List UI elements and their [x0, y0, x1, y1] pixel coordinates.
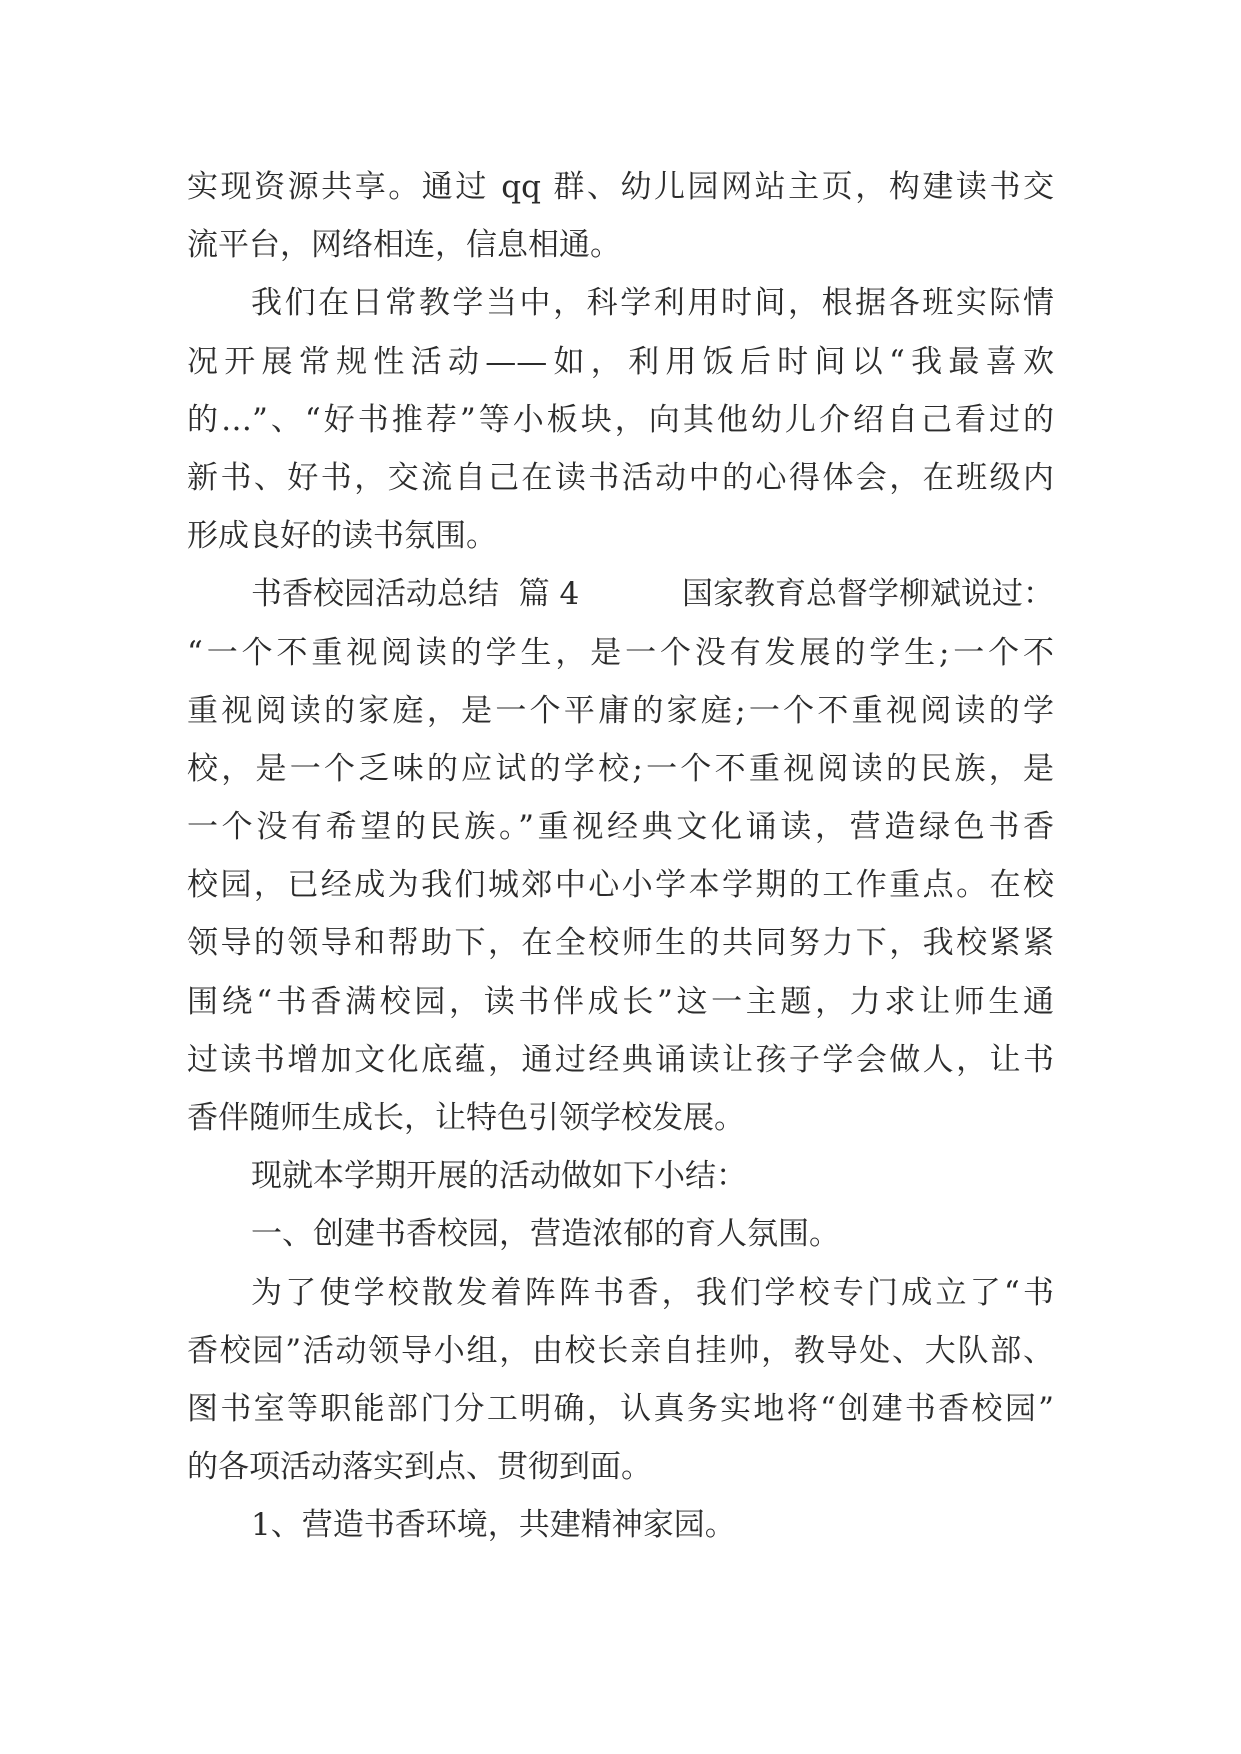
text-line: 校，是一个乏味的应试的学校;一个不重视阅读的民族，是: [187, 750, 1054, 787]
text-line: 形成良好的读书氛围。: [187, 518, 497, 555]
paragraph: [187, 1264, 1054, 1497]
heading-paragraph: [187, 565, 1054, 623]
text-line: 流平台，网络相连，信息相通。: [187, 227, 621, 264]
text-line: “一个不重视阅读的学生，是一个没有发展的学生;一个不: [187, 634, 1054, 671]
paragraph: [187, 158, 1054, 274]
text-line: 一、创建书香校园，营造浓郁的育人氛围。: [251, 1216, 840, 1253]
text-line: 实现资源共享。通过 qq 群、幼儿园网站主页，构建读书交: [187, 169, 1054, 205]
text-line: 校园，已经成为我们城郊中心小学本学期的工作重点。在校: [187, 867, 1054, 904]
text-line: 重视阅读的家庭，是一个平庸的家庭;一个不重视阅读的学: [187, 692, 1054, 729]
text-line: 一个没有希望的民族。”重视经典文化诵读，营造绿色书香: [187, 809, 1054, 846]
text-line: 图书室等职能部门分工明确，认真务实地将“创建书香校园”: [187, 1390, 1054, 1427]
text-line: 的…”、“好书推荐”等小板块，向其他幼儿介绍自己看过的: [187, 401, 1054, 438]
paragraph: [187, 1205, 1054, 1263]
paragraph: [187, 624, 1054, 1148]
text-line: 围绕“书香满校园，读书伴成长”这一主题，力求让师生通: [187, 983, 1054, 1020]
section-heading: 书香校园活动总结 篇 4: [251, 576, 580, 613]
heading-line: [187, 565, 1054, 623]
text-line: 领导的领导和帮助下，在全校师生的共同努力下，我校紧紧: [187, 925, 1054, 962]
text-line: 香伴随师生成长，让特色引领学校发展。: [187, 1100, 745, 1136]
text-line: 过读书增加文化底蕴，通过经典诵读让孩子学会做人，让书: [187, 1041, 1054, 1078]
paragraph-lead-text: 国家教育总督学柳斌说过：: [682, 576, 1054, 613]
document-body: [187, 158, 1054, 1555]
text-line: 我们在日常教学当中，科学利用时间，根据各班实际情: [251, 285, 1054, 322]
text-line: 1、营造书香环境，共建精神家园。: [251, 1507, 736, 1544]
text-line: 新书、好书，交流自己在读书活动中的心得体会，在班级内: [187, 459, 1054, 496]
paragraph: [187, 1496, 1054, 1554]
text-line: 香校园”活动领导小组，由校长亲自挂帅，教导处、大队部、: [187, 1332, 1054, 1369]
text-line: 况开展常规性活动——如，利用饭后时间以“我最喜欢: [187, 343, 1054, 380]
text-line: 的各项活动落实到点、贯彻到面。: [187, 1449, 652, 1486]
paragraph: [187, 274, 1054, 565]
text-line: 现就本学期开展的活动做如下小结：: [251, 1158, 747, 1195]
paragraph: [187, 1147, 1054, 1205]
text-line: 为了使学校散发着阵阵书香，我们学校专门成立了“书: [251, 1274, 1054, 1311]
